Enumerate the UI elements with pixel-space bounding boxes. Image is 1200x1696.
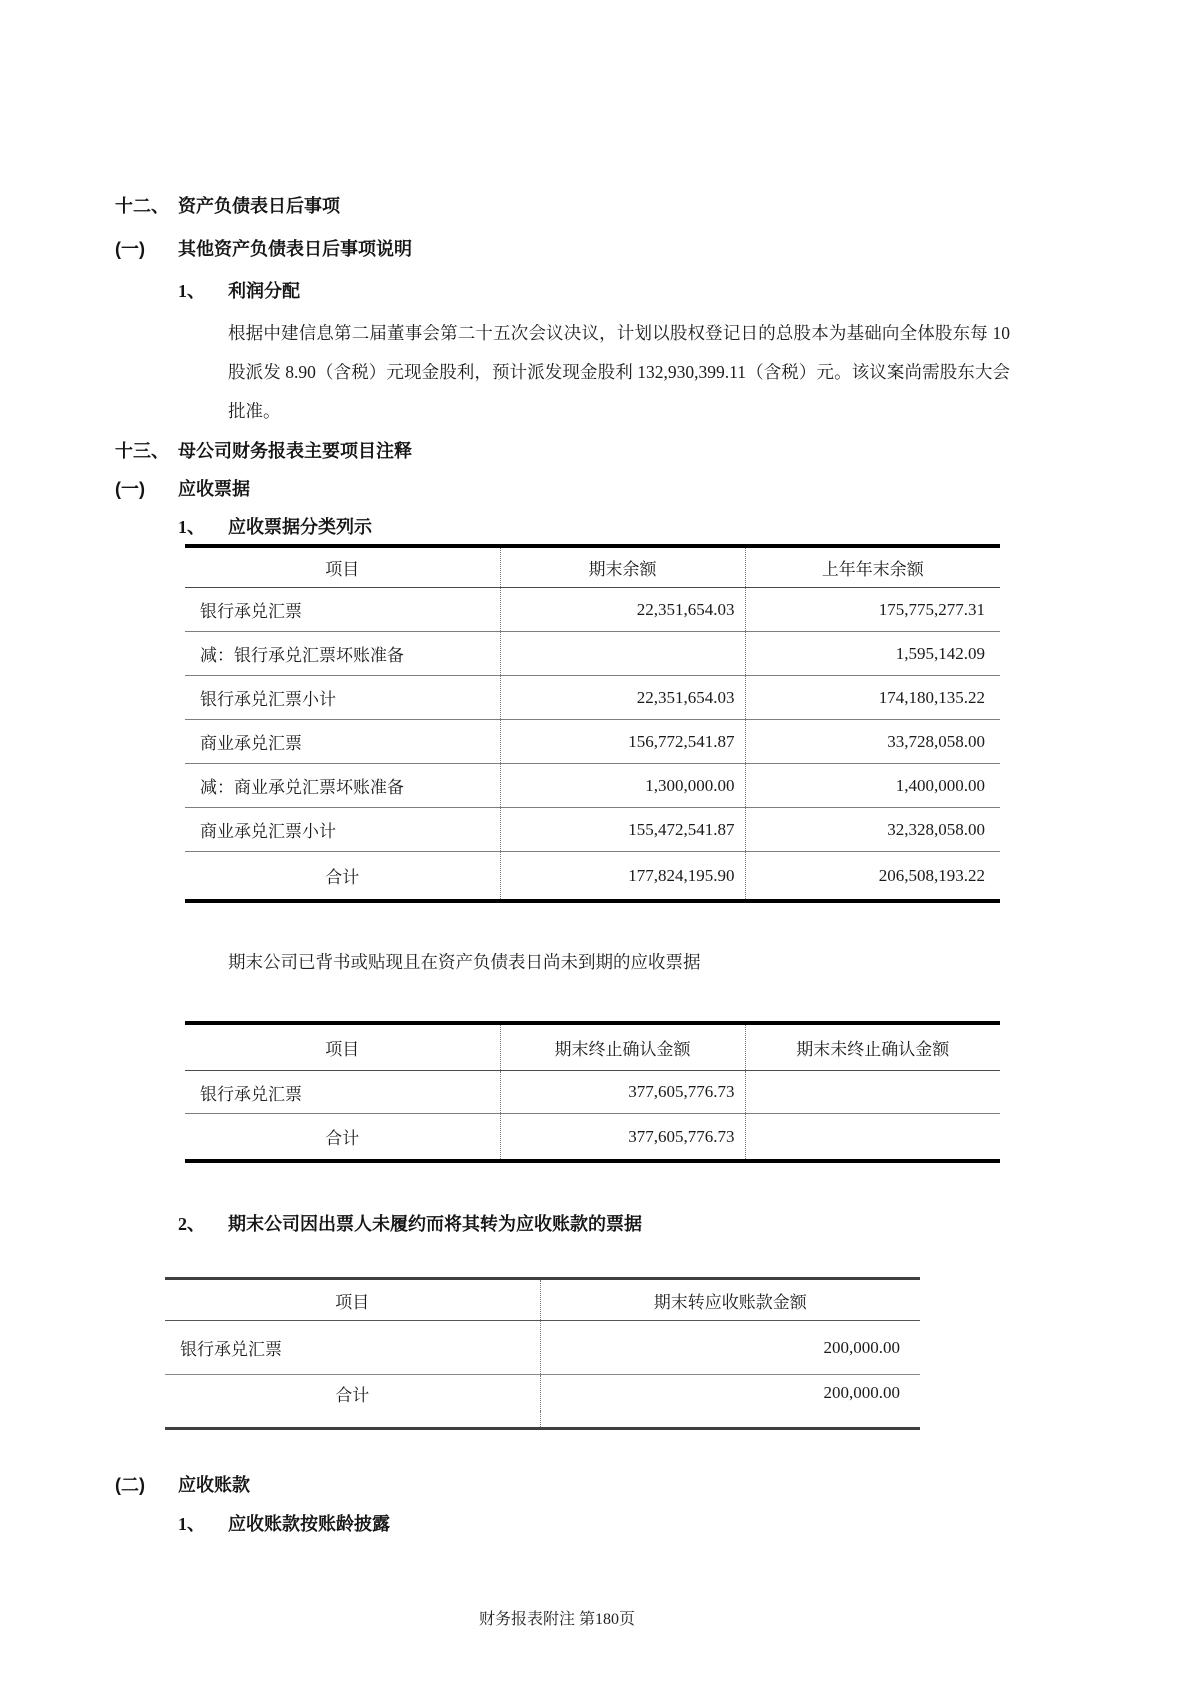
- row-value: 1,400,000.00: [745, 764, 1000, 808]
- subsection-title: 其他资产负债表日后事项说明: [178, 239, 412, 259]
- column-header-closing-balance: 期末余额: [500, 546, 745, 588]
- column-header-item: 项目: [185, 546, 500, 588]
- row-value: 156,772,541.87: [500, 720, 745, 764]
- row-value: 22,351,654.03: [500, 588, 745, 632]
- row-value: [500, 632, 745, 676]
- row-value: 174,180,135.22: [745, 676, 1000, 720]
- total-label: 合计: [325, 868, 360, 887]
- table-row: [185, 676, 1000, 720]
- row-label: 减：银行承兑汇票坏账准备: [185, 632, 500, 676]
- item-title: 期末公司因出票人未履约而将其转为应收账款的票据: [228, 1214, 642, 1234]
- subsection-heading-notes-receivable: [115, 476, 1200, 502]
- section-heading-12: [115, 193, 1200, 219]
- column-header-derecognized-amount: 期末终止确认金额: [500, 1023, 745, 1071]
- row-value: 33,728,058.00: [745, 720, 1000, 764]
- column-header-not-derecognized-amount: 期末未终止确认金额: [745, 1023, 1000, 1071]
- total-value: 200,000.00: [540, 1375, 920, 1412]
- column-header-item: 项目: [165, 1279, 540, 1321]
- item-heading-notes-classification: [178, 516, 1200, 538]
- item-title: 应收账款按账龄披露: [228, 1514, 390, 1534]
- item-number: 1、: [178, 517, 205, 537]
- table-row: [185, 764, 1000, 808]
- subsection-number: (一): [115, 479, 145, 499]
- table-header-row: [165, 1279, 920, 1321]
- row-label: 商业承兑汇票小计: [185, 808, 500, 852]
- total-value: 206,508,193.22: [745, 852, 1000, 902]
- table-row: [185, 632, 1000, 676]
- table-spacer-row: [165, 1411, 920, 1429]
- item-number: 1、: [178, 281, 205, 301]
- row-label: 银行承兑汇票小计: [185, 676, 500, 720]
- table-header-row: [185, 546, 1000, 588]
- item-title: 应收票据分类列示: [228, 517, 372, 537]
- total-label: 合计: [325, 1129, 360, 1148]
- row-value: 155,472,541.87: [500, 808, 745, 852]
- column-header-transferred-amount: 期末转应收账款金额: [540, 1279, 920, 1321]
- table-row: [185, 588, 1000, 632]
- notes-receivable-classification-table: [185, 544, 1000, 903]
- row-value: 32,328,058.00: [745, 808, 1000, 852]
- endorsed-discounted-notes-table: [185, 1021, 1000, 1163]
- item-heading-profit-distribution: [178, 278, 1200, 304]
- item-heading-defaulted-notes: [178, 1211, 1200, 1237]
- row-value: [745, 1071, 1000, 1114]
- subsection-title: 应收票据: [178, 479, 250, 499]
- table-total-row: [185, 1114, 1000, 1162]
- table-total-row: [165, 1375, 920, 1412]
- table-total-row: [185, 852, 1000, 902]
- table-row: [185, 1071, 1000, 1114]
- subsection-number: (二): [115, 1475, 145, 1495]
- page-footer: 财务报表附注 第180页: [478, 1611, 635, 1628]
- row-label: 银行承兑汇票: [185, 1071, 500, 1114]
- row-label: 减：商业承兑汇票坏账准备: [185, 764, 500, 808]
- row-value: 1,595,142.09: [745, 632, 1000, 676]
- item-heading-receivables-aging: [178, 1511, 1200, 1537]
- profit-distribution-paragraph: 根据中建信息第二届董事会第二十五次会议决议，计划以股权登记日的总股本为基础向全体股东每 10 股派发 8.90（含税）元现金股利，预计派发现金股利 132,930,399.11（含税）元。该议案尚需股东大会批准。: [228, 323, 1010, 421]
- column-header-item: 项目: [185, 1023, 500, 1071]
- total-value: [745, 1114, 1000, 1162]
- row-value: 22,351,654.03: [500, 676, 745, 720]
- row-label: 银行承兑汇票: [165, 1321, 540, 1375]
- subsection-heading-12-1: [115, 236, 1200, 262]
- row-label: 商业承兑汇票: [185, 720, 500, 764]
- total-label: 合计: [335, 1385, 370, 1405]
- column-header-prior-year-balance: 上年年末余额: [745, 546, 1000, 588]
- subsection-heading-accounts-receivable: [115, 1472, 1200, 1498]
- item-number: 2、: [178, 1214, 205, 1234]
- section-heading-13: [115, 438, 1200, 464]
- subsection-number: (一): [115, 239, 145, 259]
- row-value: 200,000.00: [540, 1321, 920, 1375]
- row-label: 银行承兑汇票: [185, 588, 500, 632]
- table-row: [165, 1321, 920, 1375]
- row-value: 377,605,776.73: [500, 1071, 745, 1114]
- subsection-title: 应收账款: [178, 1475, 250, 1495]
- table-row: [185, 720, 1000, 764]
- section-number: 十二、: [115, 196, 169, 216]
- total-value: 177,824,195.90: [500, 852, 745, 902]
- total-value: 377,605,776.73: [500, 1114, 745, 1162]
- section-title: 母公司财务报表主要项目注释: [178, 441, 412, 461]
- row-value: 1,300,000.00: [500, 764, 745, 808]
- item-title: 利润分配: [228, 281, 300, 301]
- table-header-row: [185, 1023, 1000, 1071]
- endorsed-notes-paragraph: 期末公司已背书或贴现且在资产负债表日尚未到期的应收票据: [228, 952, 701, 972]
- notes-transferred-to-receivables-table: [165, 1277, 920, 1430]
- row-value: 175,775,277.31: [745, 588, 1000, 632]
- section-title: 资产负债表日后事项: [178, 196, 340, 216]
- section-number: 十三、: [115, 441, 169, 461]
- table-row: [185, 808, 1000, 852]
- item-number: 1、: [178, 1514, 205, 1534]
